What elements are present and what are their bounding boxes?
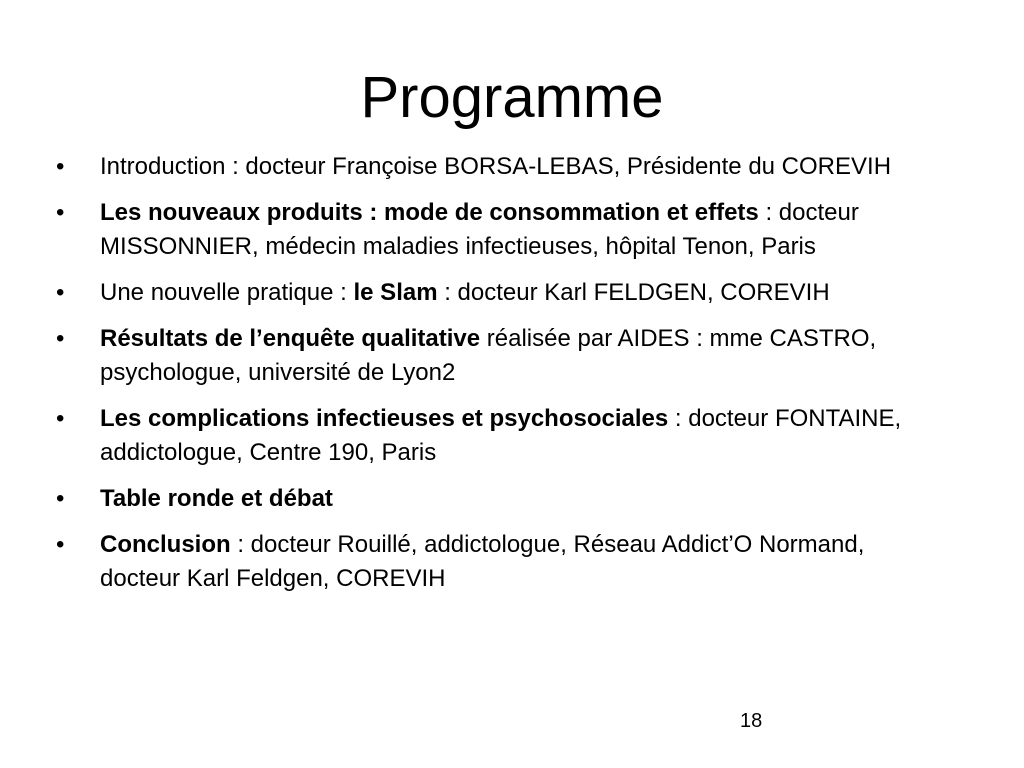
bullet-icon: • (56, 485, 65, 512)
item-text: : docteur Karl FELDGEN, COREVIH (437, 279, 830, 306)
item-bold-text: Les nouveaux produits : mode de consommation et effets (100, 199, 759, 226)
item-bold-text: Conclusion (100, 531, 231, 558)
item-bold-text: le Slam (353, 279, 438, 306)
list-item (56, 322, 916, 390)
item-text: réalisée par AIDES : mme CASTRO, psychologue, université de Lyon2 (100, 325, 877, 386)
programme-list (56, 150, 916, 608)
item-text: : docteur MISSONNIER, médecin maladies infectieuses, hôpital Tenon, Paris (100, 199, 859, 260)
bullet-icon: • (56, 405, 65, 432)
bullet-icon: • (56, 153, 65, 180)
list-item (56, 196, 916, 264)
list-item (56, 482, 916, 516)
list-item (56, 402, 916, 470)
bullet-icon: • (56, 199, 65, 226)
item-bold-text: Table ronde et débat (100, 485, 333, 512)
bullet-icon: • (56, 279, 65, 306)
item-text: : docteur Rouillé, addictologue, Réseau Addict’O Normand, docteur Karl Feldgen, COREVIH (100, 531, 865, 592)
item-bold-text: Résultats de l’enquête qualitative (100, 325, 481, 352)
item-bold-text: Les complications infectieuses et psychosociales (100, 405, 669, 432)
slide-title: Programme (360, 65, 664, 130)
list-item (56, 150, 916, 184)
bullet-icon: • (56, 325, 65, 352)
list-item (56, 528, 916, 596)
item-text: : docteur FONTAINE, addictologue, Centre 190, Paris (100, 405, 902, 466)
page-number: 18 (740, 710, 763, 732)
list-item (56, 276, 916, 310)
bullet-icon: • (56, 531, 65, 558)
item-prefix-text: Une nouvelle pratique : (100, 279, 354, 306)
item-text: Introduction : docteur Françoise BORSA-LEBAS, Présidente du COREVIH (100, 153, 892, 180)
